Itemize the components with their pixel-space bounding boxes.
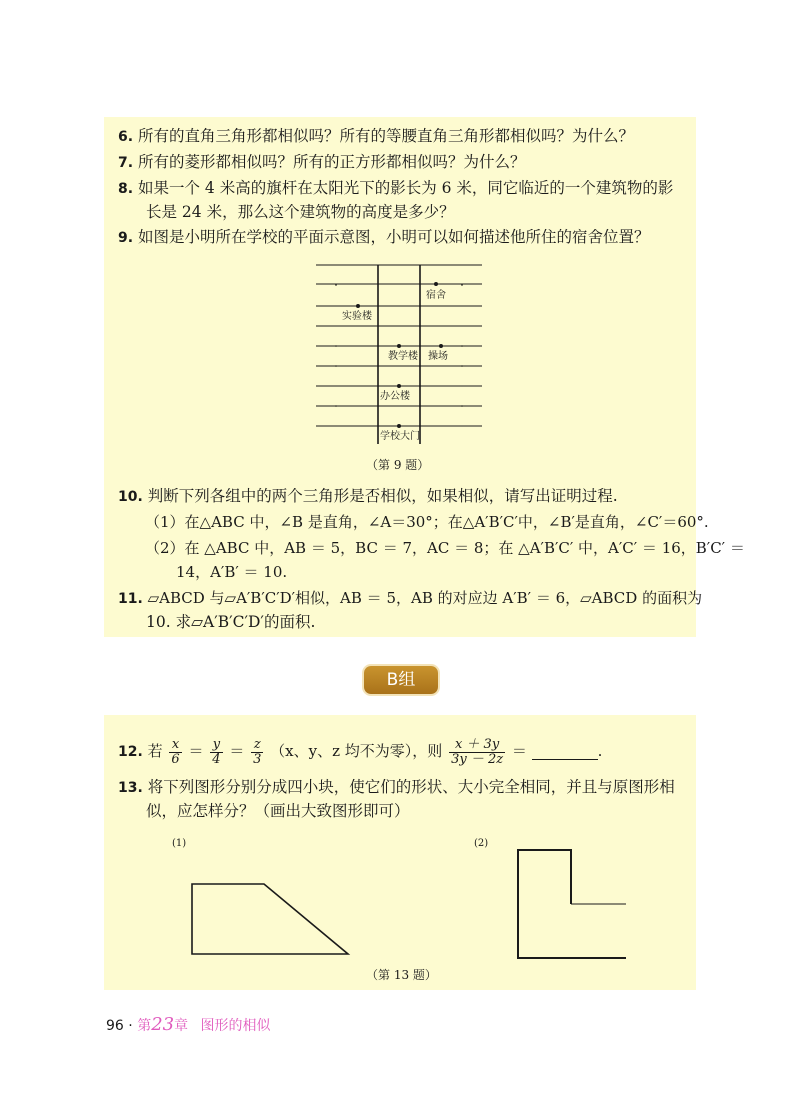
fraction-denominator: 3y － 2z — [451, 751, 504, 767]
school-map-figure — [316, 258, 484, 444]
fraction-denominator: 4 — [212, 751, 221, 767]
fraction-numerator: z — [251, 738, 263, 753]
equals-sign: ＝ — [511, 742, 527, 760]
figure-9-caption: （第 9 题） — [366, 458, 430, 472]
question-7 — [118, 151, 526, 174]
question-13 — [118, 776, 675, 799]
fraction-z-over-3 — [251, 738, 263, 767]
l-shape-outline — [518, 850, 571, 958]
question-text: 如图是小明所在学校的平面示意图，小明可以如何描述他所住的宿舍位置？ — [138, 228, 650, 246]
figure-13 — [150, 832, 640, 968]
footer-dot: · — [128, 1018, 133, 1034]
question-number: 7. — [118, 155, 134, 171]
answer-blank[interactable] — [532, 745, 598, 760]
map-label-dormitory: 宿舍 — [426, 290, 446, 301]
map-label-school-gate: 学校大门 — [380, 431, 420, 442]
fraction-numerator: x — [169, 738, 181, 753]
question-8-line-2: 长是 24 米，那么这个建筑物的高度是多少？ — [146, 203, 455, 221]
question-13-line-2: 似，应怎样分？（画出大致图形即可） — [146, 802, 410, 820]
map-label-playground: 操场 — [428, 351, 448, 362]
period: . — [597, 742, 603, 760]
question-text: 判断下列各组中的两个三角形是否相似，如果相似，请写出证明过程. — [147, 487, 618, 505]
question-number: 12. — [118, 744, 143, 760]
question-12 — [118, 734, 602, 769]
question-6 — [118, 125, 634, 148]
question-10 — [118, 485, 618, 508]
question-8 — [118, 177, 673, 200]
chapter-title: 图形的相似 — [200, 1018, 271, 1034]
question-text: 所有的直角三角形都相似吗？所有的等腰直角三角形都相似吗？为什么？ — [138, 127, 635, 145]
fraction-denominator: 3 — [253, 751, 262, 767]
fraction-x-over-6 — [169, 738, 181, 767]
map-label-lab-building: 实验楼 — [342, 311, 372, 322]
question-text: 所有的菱形都相似吗？所有的正方形都相似吗？为什么？ — [138, 153, 526, 171]
figure-13-label-1: (1) — [172, 838, 187, 849]
equals-sign: ＝ — [229, 742, 245, 760]
chapter-suffix: 章 — [174, 1018, 189, 1034]
figure-13-caption: （第 13 题） — [366, 968, 437, 982]
page-number: 96 — [106, 1018, 124, 1034]
question-number: 8. — [118, 181, 134, 197]
question-11-line-2: 10. 求▱A′B′C′D′的面积. — [146, 613, 316, 631]
question-11 — [118, 587, 702, 610]
question-text: 如果一个 4 米高的旗杆在太阳光下的影长为 6 米，同它临近的一个建筑物的影 — [138, 179, 674, 197]
question-number: 13. — [118, 780, 143, 796]
chapter-prefix: 第 — [137, 1018, 152, 1034]
fraction-numerator: x ＋ 3y — [449, 738, 505, 753]
question-condition: （x、y、z 均不为零），则 — [270, 742, 443, 760]
figure-13-label-2: (2) — [474, 838, 489, 849]
equals-sign: ＝ — [188, 742, 204, 760]
question-10-part-2-line-2: 14，A′B′ ＝ 10. — [176, 563, 288, 581]
question-text: 若 — [147, 742, 163, 760]
question-number: 11. — [118, 591, 143, 607]
trapezoid-shape — [192, 884, 348, 954]
page-footer — [106, 1014, 271, 1035]
map-label-teaching-building: 教学楼 — [388, 351, 418, 362]
group-b-badge: B组 — [364, 666, 438, 694]
question-number: 10. — [118, 489, 143, 505]
map-label-office-building: 办公楼 — [380, 391, 410, 402]
question-10-part-2: （2）在 △ABC 中，AB ＝ 5，BC ＝ 7，AC ＝ 8；在 △A′B′C′ 中，A′C′ ＝ 16，B′C′ ＝ — [145, 539, 745, 557]
fraction-denominator: 6 — [171, 751, 180, 767]
question-9 — [118, 226, 650, 249]
question-10-part-1: （1）在△ABC 中，∠B 是直角，∠A＝30°；在△A′B′C′中，∠B′是直角，∠C′＝60°. — [145, 513, 709, 531]
question-number: 9. — [118, 230, 134, 246]
chapter-number: 23 — [151, 1014, 175, 1035]
question-text: 将下列图形分别分成四小块，使它们的形状、大小完全相同，并且与原图形相 — [147, 778, 675, 796]
fraction-expression — [449, 738, 505, 767]
question-number: 6. — [118, 129, 134, 145]
fraction-numerator: y — [210, 738, 222, 753]
question-text: ▱ABCD 与▱A′B′C′D′相似，AB ＝ 5，AB 的对应边 A′B′ ＝ 6，▱ABCD 的面积为 — [147, 589, 703, 607]
fraction-y-over-4 — [210, 738, 222, 767]
